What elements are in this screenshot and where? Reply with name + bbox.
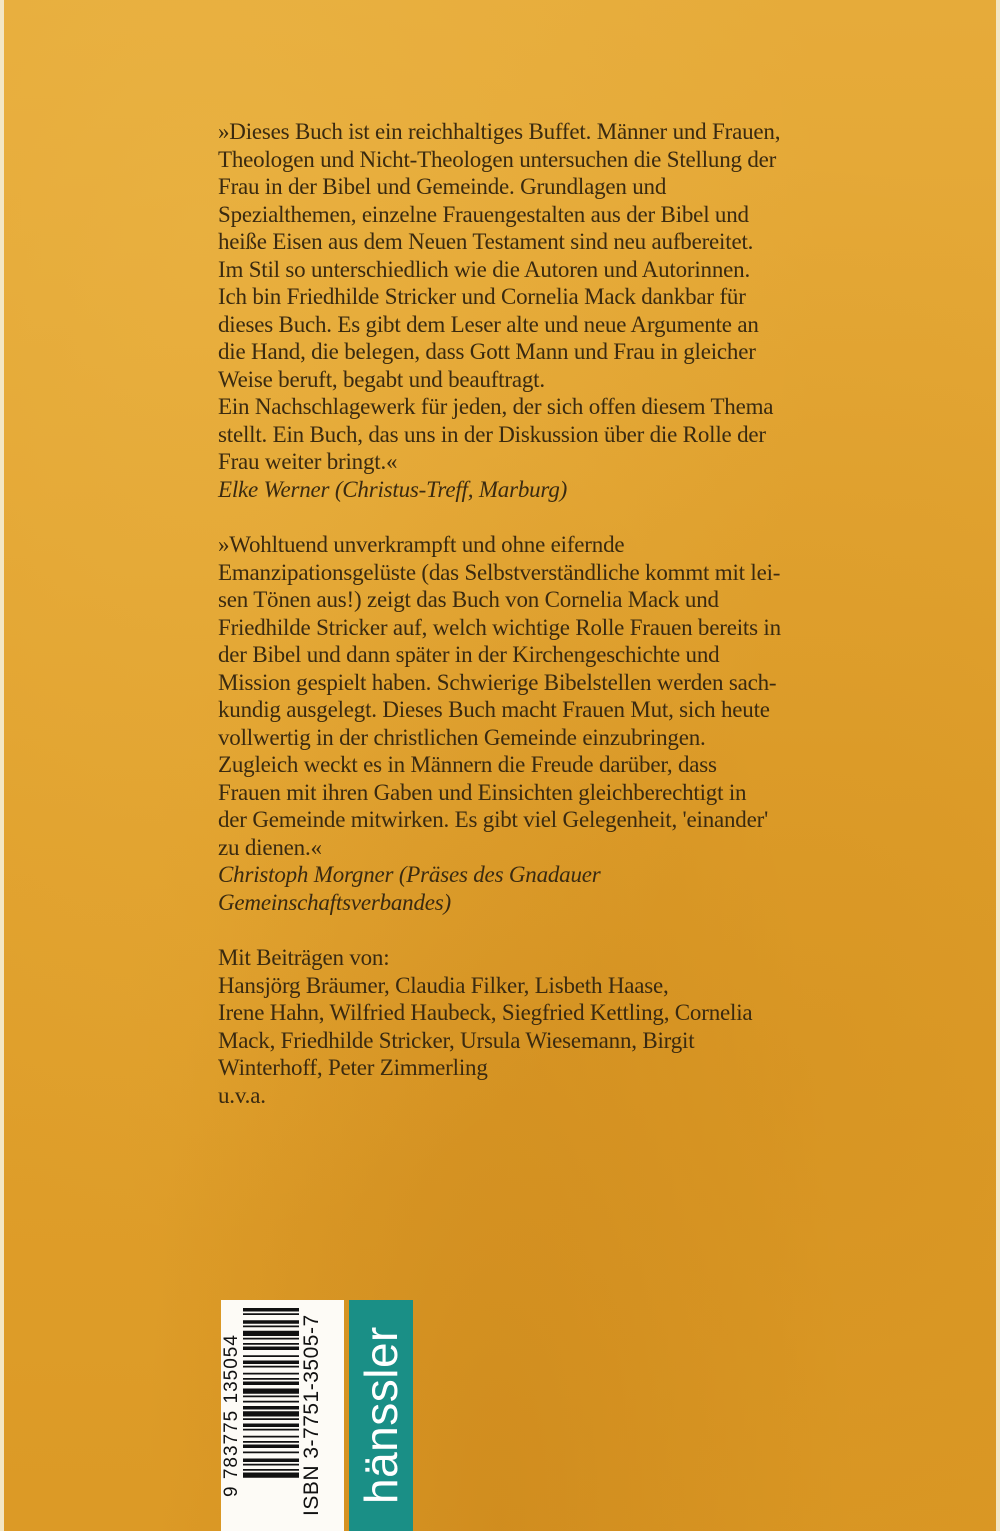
- barcode-bar: [243, 1313, 299, 1315]
- publisher-logo: [349, 1300, 413, 1531]
- barcode-bar: [243, 1469, 299, 1471]
- publisher-name: hänssler: [355, 1326, 407, 1505]
- quote-line: Mission gespielt haben. Schwierige Bibelstellen werden sach-: [218, 669, 777, 695]
- quote-author: Christoph Morgner (Präses des Gnadauer: [218, 862, 601, 887]
- barcode-bar: [243, 1396, 299, 1398]
- barcode-bar: [243, 1424, 299, 1428]
- barcode-bar: [243, 1401, 299, 1403]
- barcode-bar: [243, 1436, 299, 1438]
- barcode-bar: [243, 1326, 299, 1328]
- barcode-bar: [243, 1347, 299, 1351]
- contributors-line: Winterhoff, Peter Zimmerling: [218, 1055, 488, 1080]
- barcode-bar: [243, 1406, 299, 1410]
- contributors-line: Hansjörg Bräumer, Claudia Filker, Lisbeth Haase,: [218, 972, 669, 998]
- quote-line: kundig ausgelegt. Dieses Buch macht Frauen Mut, sich heute: [218, 697, 770, 722]
- quote-2: [218, 531, 883, 916]
- ean-number: 9 783775 135054: [221, 1300, 243, 1531]
- barcode-bar: [243, 1411, 299, 1416]
- quote-author: Gemeinschaftsverbandes): [218, 889, 452, 915]
- barcode-bar: [243, 1429, 299, 1431]
- barcode-bar: [243, 1445, 299, 1449]
- quote-line: Friedhilde Stricker auf, welch wichtige Rolle Frauen bereits in: [218, 614, 781, 640]
- barcode-bar: [243, 1338, 299, 1340]
- quote-line: sen Tönen aus!) zeigt das Buch von Cornelia Mack und: [218, 587, 719, 612]
- barcode-bar: [243, 1308, 299, 1312]
- quote-line: zu dienen.«: [218, 834, 322, 860]
- barcode-bar: [243, 1320, 299, 1324]
- contributors-line: Mack, Friedhilde Stricker, Ursula Wiesemann, Birgit: [218, 1027, 695, 1053]
- quote-1: [218, 118, 883, 503]
- quote-line: Zugleich weckt es in Männern die Freude darüber, dass: [218, 752, 717, 777]
- quote-line: Spezialthemen, einzelne Frauengestalten aus der Bibel und: [218, 201, 749, 227]
- quote-line: »Wohltuend unverkrampft und ohne eifernde: [218, 532, 625, 557]
- quote-line: stellt. Ein Buch, das uns in der Diskussion über die Rolle der: [218, 421, 766, 447]
- quote-line: Im Stil so unterschiedlich wie die Autoren und Autorinnen.: [218, 256, 751, 282]
- barcode-bar: [243, 1382, 299, 1386]
- quote-author: Elke Werner (Christus-Treff, Marburg): [218, 476, 568, 502]
- contributors-line: Irene Hahn, Wilfried Haubeck, Siegfried Kettling, Cornelia: [218, 1000, 753, 1025]
- page-edge-left: [0, 0, 4, 1531]
- barcode-bar: [243, 1355, 299, 1357]
- barcode-bar: [243, 1418, 299, 1420]
- barcode-bar: [243, 1361, 299, 1365]
- quote-line: Ein Nachschlagewerk für jeden, der sich offen diesem Thema: [218, 394, 774, 419]
- barcode-bar: [243, 1441, 299, 1443]
- quote-line: der Bibel und dann später in der Kirchengeschichte und: [218, 642, 720, 667]
- isbn-number: ISBN 3-7751-3505-7: [300, 1300, 344, 1531]
- quote-line: dieses Buch. Es gibt dem Leser alte und neue Argumente an: [218, 311, 759, 337]
- page-edge-right: [996, 0, 1000, 1531]
- barcode-bar: [243, 1473, 299, 1478]
- quote-line: der Gemeinde mitwirken. Es gibt viel Gelegenheit, 'einander': [218, 807, 769, 832]
- quote-line: »Dieses Buch ist ein reichhaltiges Buffet. Männer und Frauen,: [218, 119, 781, 144]
- quote-line: Frauen mit ihren Gaben und Einsichten gleichberechtigt in: [218, 779, 747, 805]
- quote-line: heiße Eisen aus dem Neuen Testament sind neu aufbereitet.: [218, 229, 754, 254]
- quote-line: Frau weiter bringt.«: [218, 449, 398, 474]
- quote-line: vollwertig in der christlichen Gemeinde einzubringen.: [218, 724, 706, 750]
- back-cover-text: [218, 118, 883, 1109]
- barcode-bar: [243, 1378, 299, 1380]
- barcode-bar: [243, 1373, 299, 1375]
- quote-line: Weise beruft, begabt und beauftragt.: [218, 366, 545, 392]
- quote-line: Emanzipationsgelüste (das Selbstverständliche kommt mit lei-: [218, 559, 781, 585]
- barcode-bar: [243, 1459, 299, 1463]
- barcode-bar: [243, 1452, 299, 1454]
- contributors-line: u.v.a.: [218, 1082, 266, 1108]
- quote-line: Theologen und Nicht-Theologen untersuchen die Stellung der: [218, 146, 777, 172]
- barcode-bar: [243, 1389, 299, 1394]
- quote-line: Ich bin Friedhilde Stricker und Cornelia Mack dankbar für: [218, 284, 746, 309]
- barcode-bar: [243, 1464, 299, 1466]
- quote-line: die Hand, die belegen, dass Gott Mann und Frau in gleicher: [218, 339, 756, 364]
- barcode-bar: [243, 1343, 299, 1345]
- barcode-bar: [243, 1331, 299, 1336]
- barcode-bar: [243, 1366, 299, 1368]
- contributors: [218, 944, 883, 1109]
- contributors-line: Mit Beiträgen von:: [218, 945, 390, 970]
- quote-line: Frau in der Bibel und Gemeinde. Grundlagen und: [218, 174, 667, 199]
